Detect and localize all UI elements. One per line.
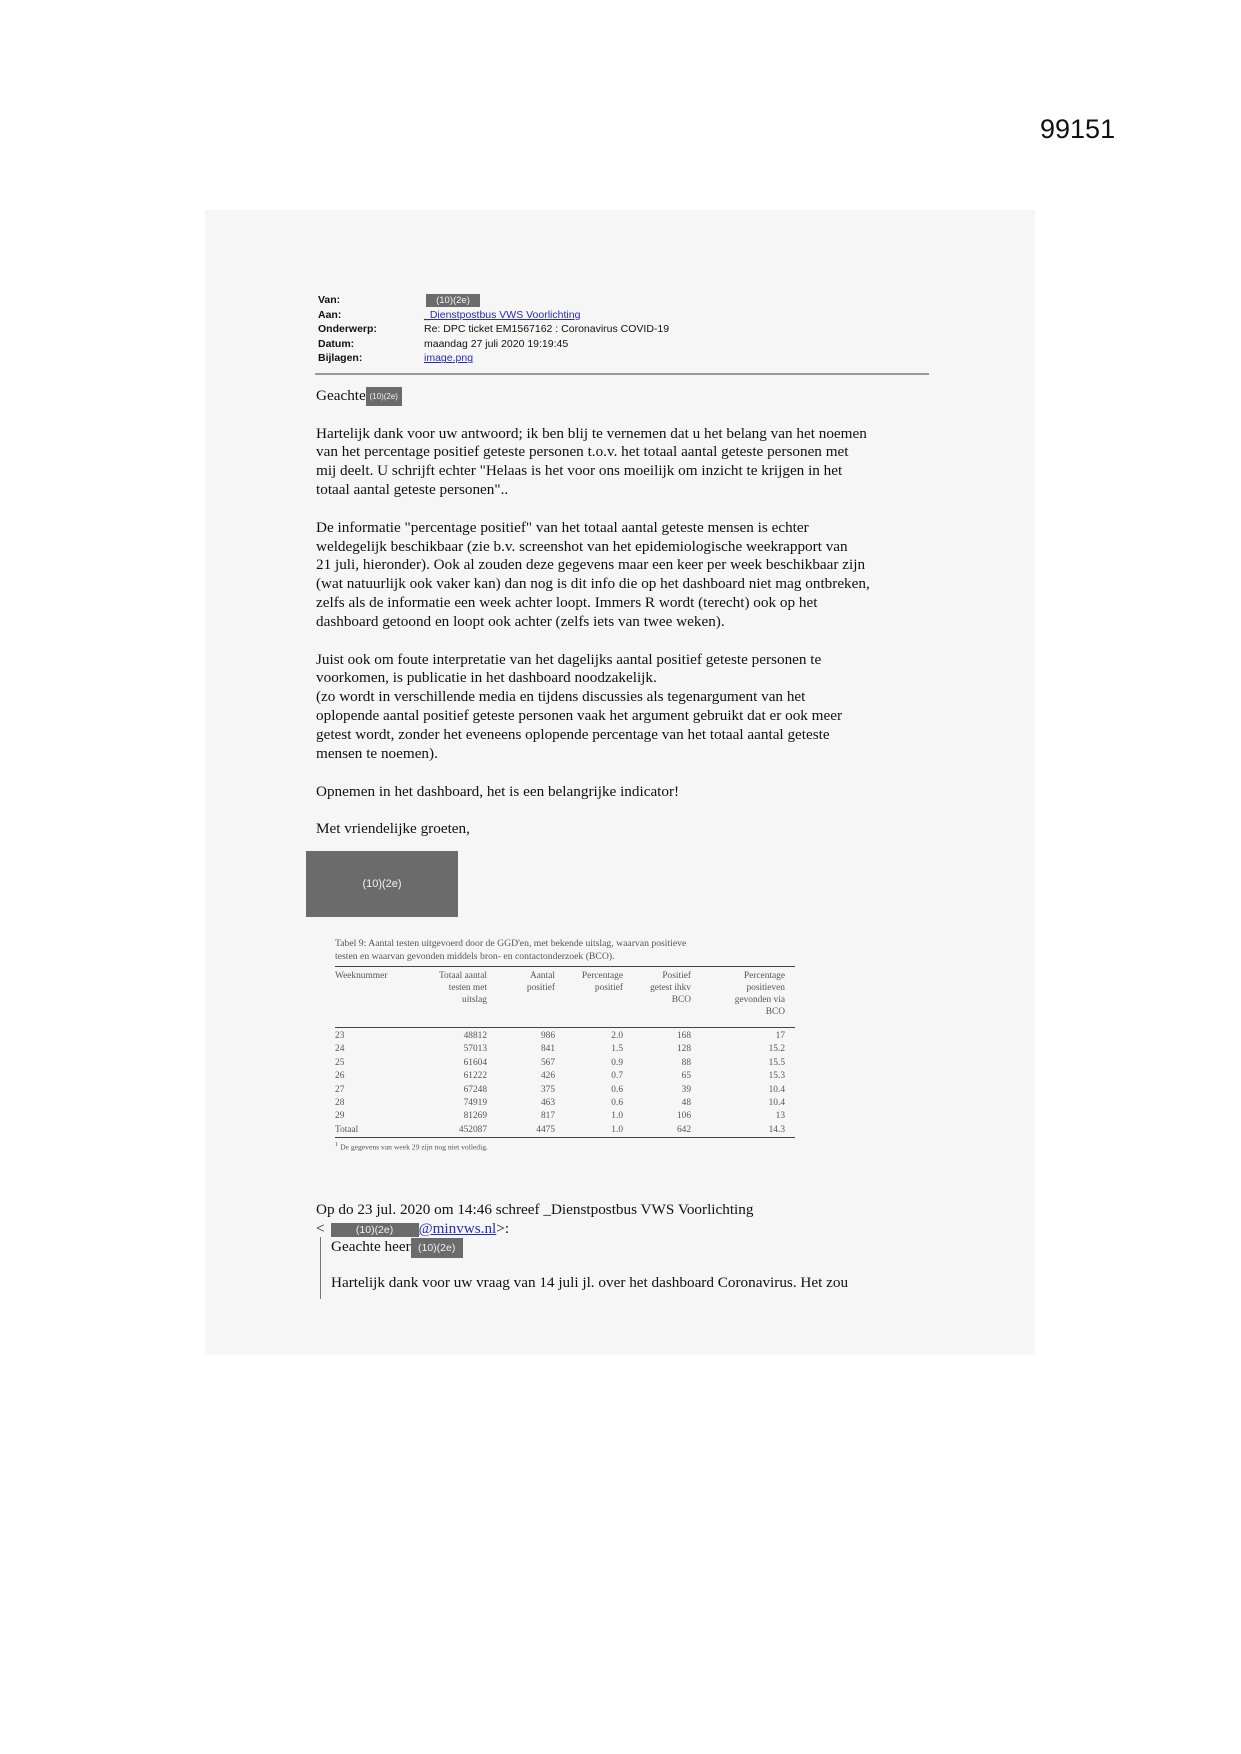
table-cell: 2.0	[611, 1031, 623, 1041]
table-cell: 841	[540, 1044, 555, 1055]
header-text: Positief	[662, 971, 691, 981]
table-cell: 1.0	[611, 1111, 623, 1122]
datum-value: maandag 27 juli 2020 19:19:45	[424, 337, 569, 350]
table-cell: 61222	[463, 1071, 487, 1082]
table-cell: 15.5	[768, 1057, 785, 1068]
header-text: BCO	[671, 995, 691, 1005]
table-row	[335, 1097, 795, 1110]
text-line: dashboard getoond en loopt ook achter (zelfs iets van twee weken).	[316, 613, 725, 631]
quote-greeting-text: Geachte heer	[331, 1238, 411, 1255]
footnote-marker: 1	[335, 1141, 339, 1149]
header-text: uitslag	[462, 995, 487, 1005]
paragraph-2	[316, 519, 941, 632]
text-line: totaal aantal geteste personen"..	[316, 481, 509, 499]
table-cell: 27	[335, 1084, 345, 1095]
greeting	[316, 387, 941, 406]
table-footnote	[335, 1141, 795, 1152]
reply-line-1: Op do 23 jul. 2020 om 14:46 schreef _Dienstpostbus VWS Voorlichting	[316, 1201, 754, 1218]
header-text: Totaal aantal	[438, 971, 487, 981]
table-row	[335, 1084, 795, 1097]
email-body	[316, 387, 941, 857]
header-row-onderwerp	[318, 322, 928, 337]
aan-label: Aan:	[318, 308, 342, 321]
header-cell	[623, 970, 691, 1025]
text-line: van het percentage positief geteste personen t.o.v. het totaal aantal geteste personen met	[316, 443, 849, 461]
table-cell: 65	[681, 1071, 691, 1082]
redaction-block: (10)(2e)	[426, 294, 480, 307]
paragraph-4: Opnemen in het dashboard, het is een belangrijke indicator!	[316, 782, 680, 800]
table-rule	[335, 966, 795, 967]
table-cell: 10.4	[768, 1084, 785, 1095]
paragraph-3	[316, 651, 941, 764]
table-cell: 1.5	[611, 1044, 623, 1055]
header-cell	[555, 970, 623, 1025]
header-divider	[315, 373, 929, 375]
redaction-block: (10)(2e)	[331, 1223, 419, 1237]
document-number: 99151	[1040, 114, 1116, 144]
table-cell: 817	[540, 1111, 555, 1122]
text-line: zelfs als de informatie een week achter loopt. Immers R wordt (terecht) ook op het	[316, 594, 818, 612]
text-line: mij deelt. U schrijft echter "Helaas is het voor ons moeilijk om inzicht te krijgen in het	[316, 462, 843, 480]
table-cell: 74919	[463, 1098, 487, 1109]
header-row-aan	[318, 308, 928, 323]
header-row-datum	[318, 337, 928, 352]
caption-line: Tabel 9: Aantal testen uitgevoerd door de GGD'en, met bekende uitslag, waarvan positieve	[335, 938, 687, 949]
quote-line: Hartelijk dank voor uw vraag van 14 juli jl. over het dashboard Coronavirus. Het zou	[331, 1273, 849, 1291]
header-text: testen met	[448, 983, 487, 993]
table-cell: 48	[681, 1098, 691, 1109]
quoted-message	[320, 1237, 941, 1299]
table-row	[335, 1043, 795, 1056]
redaction-block: (10)(2e)	[366, 387, 402, 406]
redaction-block: (10)(2e)	[411, 1238, 463, 1258]
text-line: mensen te noemen).	[316, 745, 438, 763]
text-line: Juist ook om foute interpretatie van het dagelijks aantal positief geteste personen te	[316, 650, 822, 668]
table-cell: 106	[676, 1111, 691, 1122]
text-line: weldegelijk beschikbaar (zie b.v. screenshot van het epidemiologische weekrapport van	[316, 537, 848, 555]
reply-line-2	[316, 1219, 956, 1238]
attachment-link[interactable]: image.png	[424, 352, 474, 365]
lt-sign: <	[316, 1220, 325, 1237]
email-header	[318, 293, 928, 366]
datum-label: Datum:	[318, 337, 355, 350]
table-cell: 48812	[463, 1031, 487, 1041]
table-body	[335, 1030, 795, 1137]
table-cell: 13	[775, 1111, 785, 1122]
header-text: Aantal	[530, 971, 555, 981]
table-cell: 0.7	[611, 1071, 623, 1082]
text-line: oplopende aantal positief geteste personen vaak het argument gebruikt dat er ook meer	[316, 707, 843, 725]
table-cell: 128	[676, 1044, 691, 1055]
bijlagen-label: Bijlagen:	[318, 352, 363, 365]
text-line: Hartelijk dank voor uw antwoord; ik ben blij te vernemen dat u het belang van het noemen	[316, 424, 867, 442]
table-cell: 567	[540, 1057, 555, 1068]
table-row	[335, 1124, 795, 1137]
header-text: Percentage	[581, 971, 623, 981]
table-cell: 25	[335, 1057, 345, 1068]
text-line: 21 juli, hieronder). Ook al zouden deze gegevens maar een keer per week beschikbaar zijn	[316, 556, 866, 574]
table-caption	[335, 938, 795, 963]
email-link[interactable]: @minvws.nl	[418, 1220, 497, 1237]
table-cell: 0.6	[611, 1084, 623, 1095]
table-cell: 0.6	[611, 1098, 623, 1109]
table-cell: 88	[681, 1057, 691, 1068]
header-text: Percentage	[743, 971, 785, 981]
table-cell: 15.2	[768, 1044, 785, 1055]
table-cell: 168	[676, 1031, 691, 1041]
table-cell: Totaal	[335, 1124, 359, 1135]
paragraph-1	[316, 425, 941, 501]
table-cell: 57013	[463, 1044, 487, 1055]
table-row	[335, 1057, 795, 1070]
table-cell: 463	[540, 1098, 555, 1109]
table-cell: 39	[681, 1084, 691, 1095]
van-label: Van:	[318, 294, 341, 306]
table-cell: 986	[540, 1031, 555, 1041]
text-line: voorkomen, is publicatie in het dashboard noodzakelijk.	[316, 669, 657, 687]
header-text: positieven	[746, 983, 785, 993]
onderwerp-value: Re: DPC ticket EM1567162 : Coronavirus COVID-19	[424, 323, 670, 336]
table-cell: 26	[335, 1071, 345, 1082]
table-cell: 4475	[536, 1124, 555, 1135]
embedded-table-image	[335, 938, 795, 1152]
reply-header	[316, 1200, 956, 1238]
table-cell: 67248	[463, 1084, 487, 1095]
table-rule	[335, 1027, 795, 1028]
table-cell: 14.3	[768, 1124, 785, 1135]
header-row-van	[318, 293, 928, 308]
table-cell: 23	[335, 1031, 345, 1041]
header-text: positief	[594, 983, 623, 993]
table-cell: 29	[335, 1111, 345, 1122]
table-cell: 81269	[463, 1111, 487, 1122]
table-cell: 0.9	[611, 1057, 623, 1068]
header-row-bijlagen	[318, 351, 928, 366]
table-cell: 452087	[458, 1124, 487, 1135]
table-row	[335, 1030, 795, 1043]
table-header	[335, 970, 795, 1025]
table-rule	[335, 1137, 795, 1138]
table-cell: 24	[335, 1044, 345, 1055]
signature-redaction: (10)(2e)	[306, 851, 458, 917]
caption-line: testen en waarvan gevonden middels bron- en contactonderzoek (BCO).	[335, 950, 615, 962]
text-line: (wat natuurlijk ook vaker kan) dan nog is dit info die op het dashboard niet mag ontbreken,	[316, 575, 870, 593]
header-text: Weeknummer	[335, 971, 388, 981]
table-cell: 426	[540, 1071, 555, 1082]
table-cell: 375	[540, 1084, 555, 1095]
header-cell	[691, 970, 785, 1025]
table-cell: 642	[676, 1124, 691, 1135]
header-cell	[487, 970, 555, 1025]
table-row	[335, 1110, 795, 1123]
table-cell: 28	[335, 1098, 345, 1109]
closing: Met vriendelijke groeten,	[316, 819, 470, 837]
header-text: gevonden via	[734, 995, 785, 1005]
header-cell	[407, 970, 487, 1025]
table-cell: 1.0	[611, 1124, 623, 1135]
header-text: BCO	[765, 1007, 785, 1017]
table-cell: 10.4	[768, 1098, 785, 1109]
text-line: (zo wordt in verschillende media en tijdens discussies als tegenargument van het	[316, 688, 806, 706]
gt-sign: >:	[496, 1220, 510, 1237]
table-cell: 61604	[463, 1057, 487, 1068]
aan-link[interactable]: _Dienstpostbus VWS Voorlichting	[424, 308, 581, 321]
text-line: getest wordt, zonder het eveneens oplopende percentage van het totaal aantal geteste	[316, 726, 830, 744]
table-cell: 15.3	[768, 1071, 785, 1082]
header-cell	[335, 970, 407, 1025]
footnote-text: De gegevens van week 29 zijn nog niet volledig.	[340, 1142, 488, 1152]
onderwerp-label: Onderwerp:	[318, 323, 377, 336]
text-line: De informatie "percentage positief" van het totaal aantal geteste mensen is echter	[316, 518, 809, 536]
table-row	[335, 1070, 795, 1083]
quote-greeting	[331, 1237, 941, 1258]
header-text: positief	[526, 983, 555, 993]
table-cell: 17	[775, 1031, 785, 1041]
header-text: getest ihkv	[650, 983, 691, 993]
greeting-text: Geachte	[316, 387, 366, 404]
